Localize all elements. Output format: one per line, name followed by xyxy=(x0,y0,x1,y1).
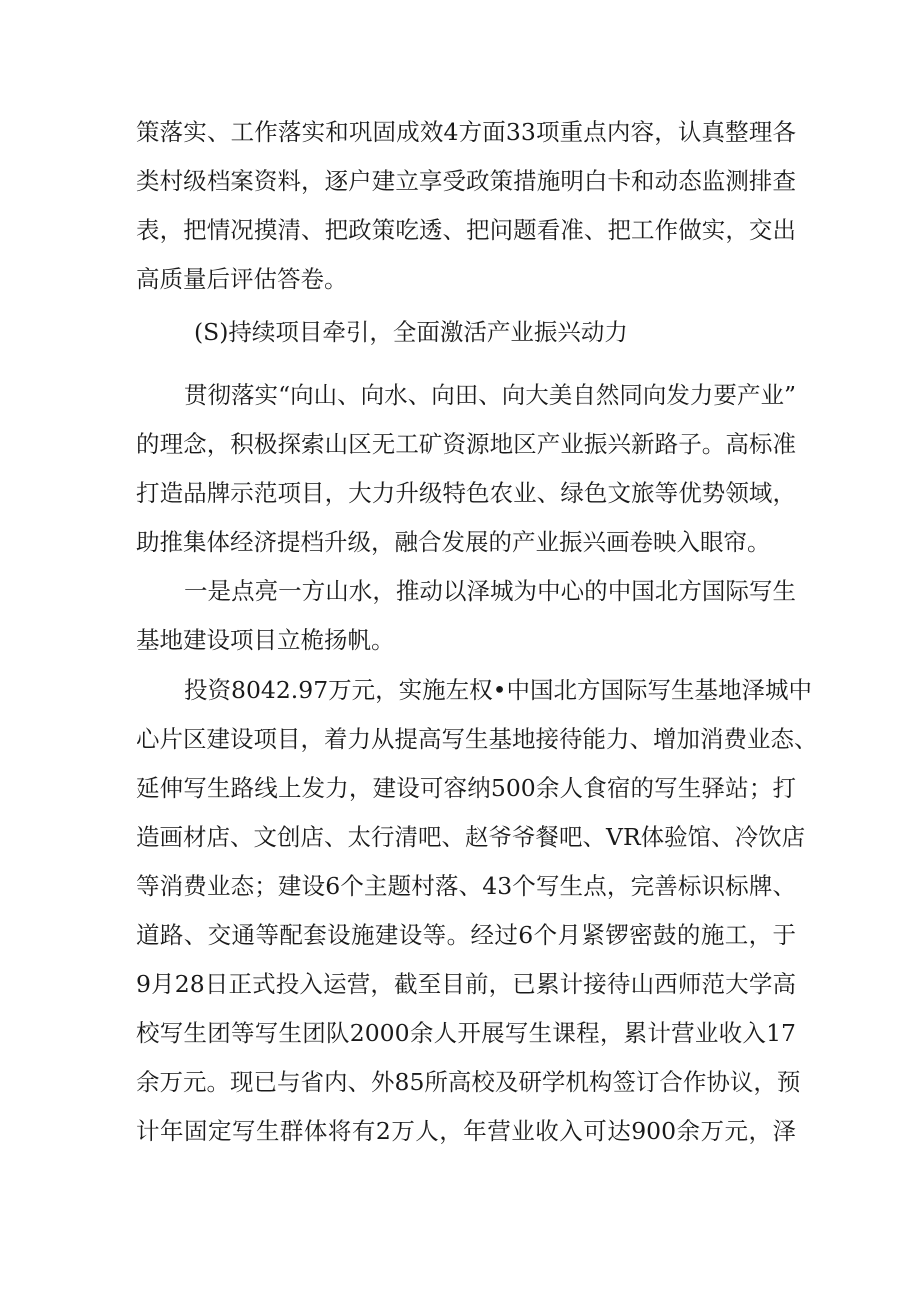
text-line: 基地建设项目立桅扬帆。 xyxy=(136,626,395,654)
text-line: 计年固定写生群体将有2万人，年营业收入可达900余万元，泽 xyxy=(136,1117,796,1145)
text-line: 的理念，积极探索山区无工矿资源地区产业振兴新路子。高标准 xyxy=(136,430,796,458)
text-line: 策落实、工作落实和巩固成效4方面33项重点内容，认真整理各 xyxy=(136,118,796,146)
text-line: 校写生团等写生团队2000余人开展写生课程，累计营业收入17 xyxy=(136,1019,796,1047)
text-line: 造画材店、文创店、太行清吧、赵爷爷餐吧、VR体验馆、冷饮店 xyxy=(136,823,806,851)
text-line: 余万元。现已与省内、外85所高校及研学机构签订合作协议，预 xyxy=(136,1068,801,1096)
text-line: 延伸写生路线上发力，建设可容纳500余人食宿的写生驿站；打 xyxy=(136,774,796,802)
text-line: 表，把情况摸清、把政策吃透、把问题看准、把工作做实，交出 xyxy=(136,216,796,244)
section-heading: (S)持续项目牵引，全面激活产业振兴动力 xyxy=(194,318,628,346)
text-line: 等消费业态；建设6个主题村落、43个写生点，完善标识标牌、 xyxy=(136,872,796,900)
text-line: 心片区建设项目，着力从提高写生基地接待能力、增加消费业态、 xyxy=(136,725,818,753)
text-line: 一是点亮一方山水，推动以泽城为中心的中国北方国际写生 xyxy=(184,577,796,605)
text-line: 道路、交通等配套设施建设等。经过6个月紧锣密鼓的施工，于 xyxy=(136,921,796,949)
text-line: 打造品牌示范项目，大力升级特色农业、绿色文旅等优势领域， xyxy=(136,479,796,507)
text-line: 贯彻落实“向山、向水、向田、向大美自然同向发力要产业” xyxy=(184,381,796,409)
text-line: 助推集体经济提档升级，融合发展的产业振兴画卷映入眼帘。 xyxy=(136,528,771,556)
text-line: 投资8042.97万元，实施左权•中国北方国际写生基地泽城中 xyxy=(184,676,813,704)
text-line: 9月28日正式投入运营，截至目前，已累计接待山西师范大学高 xyxy=(136,970,796,998)
text-line: 类村级档案资料，逐户建立享受政策措施明白卡和动态监测排查 xyxy=(136,167,796,195)
text-line: 高质量后评估答卷。 xyxy=(136,265,348,293)
